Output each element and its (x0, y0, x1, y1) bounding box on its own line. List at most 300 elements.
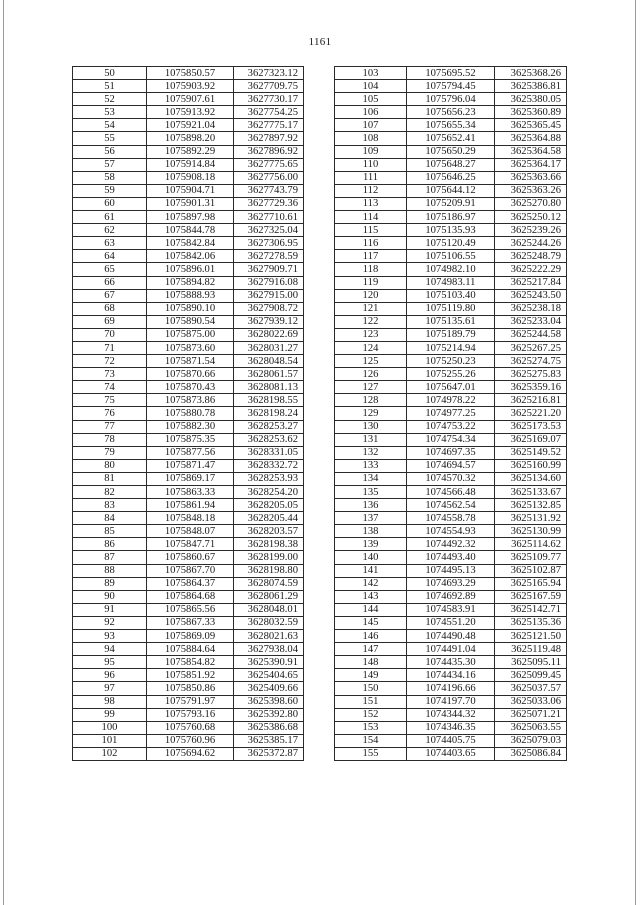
table-row (73, 184, 304, 197)
point-number-cell: 98 (73, 695, 147, 708)
y-coordinate-cell: 3625385.17 (234, 734, 304, 747)
table-row (73, 472, 304, 485)
table-row (335, 197, 567, 210)
x-coordinate-cell: 1074692.89 (407, 590, 495, 603)
x-coordinate-cell: 1075793.16 (147, 708, 234, 721)
x-coordinate-cell: 1075907.61 (147, 93, 234, 106)
x-coordinate-cell: 1075901.31 (147, 197, 234, 210)
x-coordinate-cell: 1075870.66 (147, 368, 234, 381)
x-coordinate-cell: 1075791.97 (147, 695, 234, 708)
point-number-cell: 102 (73, 747, 147, 760)
point-number-cell: 101 (73, 734, 147, 747)
x-coordinate-cell: 1075869.17 (147, 472, 234, 485)
table-row (73, 459, 304, 472)
x-coordinate-cell: 1075873.60 (147, 341, 234, 354)
x-coordinate-cell: 1075842.06 (147, 250, 234, 263)
x-coordinate-cell: 1074982.10 (407, 263, 495, 276)
x-coordinate-cell: 1075119.80 (407, 302, 495, 315)
table-row (73, 695, 304, 708)
y-coordinate-cell: 3628061.29 (234, 590, 304, 603)
table-row (73, 446, 304, 459)
table-row (335, 237, 567, 250)
y-coordinate-cell: 3625216.81 (495, 394, 567, 407)
y-coordinate-cell: 3625243.50 (495, 289, 567, 302)
x-coordinate-cell: 1075854.82 (147, 656, 234, 669)
y-coordinate-cell: 3625386.68 (234, 721, 304, 734)
table-row (73, 643, 304, 656)
y-coordinate-cell: 3627710.61 (234, 211, 304, 224)
y-coordinate-cell: 3627909.71 (234, 263, 304, 276)
x-coordinate-cell: 1075186.97 (407, 211, 495, 224)
table-row (335, 512, 567, 525)
x-coordinate-cell: 1074495.13 (407, 564, 495, 577)
table-row (335, 747, 567, 760)
x-coordinate-cell: 1075884.64 (147, 643, 234, 656)
x-coordinate-cell: 1075695.52 (407, 67, 495, 80)
y-coordinate-cell: 3625364.58 (495, 145, 567, 158)
y-coordinate-cell: 3625099.45 (495, 669, 567, 682)
table-row (73, 106, 304, 119)
y-coordinate-cell: 3625079.03 (495, 734, 567, 747)
table-row (73, 747, 304, 760)
x-coordinate-cell: 1075903.92 (147, 80, 234, 93)
x-coordinate-cell: 1075908.18 (147, 171, 234, 184)
table-row (335, 590, 567, 603)
y-coordinate-cell: 3627325.04 (234, 224, 304, 237)
point-number-cell: 112 (335, 184, 407, 197)
table-row (73, 538, 304, 551)
y-coordinate-cell: 3625244.58 (495, 328, 567, 341)
point-number-cell: 70 (73, 328, 147, 341)
table-row (335, 224, 567, 237)
y-coordinate-cell: 3625033.06 (495, 695, 567, 708)
x-coordinate-cell: 1075880.78 (147, 407, 234, 420)
point-number-cell: 145 (335, 616, 407, 629)
table-row (73, 420, 304, 433)
x-coordinate-cell: 1075847.71 (147, 538, 234, 551)
point-number-cell: 93 (73, 630, 147, 643)
point-number-cell: 123 (335, 328, 407, 341)
table-row (73, 577, 304, 590)
x-coordinate-cell: 1074697.35 (407, 446, 495, 459)
x-coordinate-cell: 1075214.94 (407, 341, 495, 354)
point-number-cell: 115 (335, 224, 407, 237)
point-number-cell: 120 (335, 289, 407, 302)
y-coordinate-cell: 3625167.59 (495, 590, 567, 603)
point-number-cell: 103 (335, 67, 407, 80)
x-coordinate-cell: 1075890.10 (147, 302, 234, 315)
x-coordinate-cell: 1075892.29 (147, 145, 234, 158)
table-row (73, 145, 304, 158)
coordinate-table-right (334, 66, 567, 761)
point-number-cell: 52 (73, 93, 147, 106)
y-coordinate-cell: 3628048.01 (234, 603, 304, 616)
x-coordinate-cell: 1075796.04 (407, 93, 495, 106)
point-number-cell: 55 (73, 132, 147, 145)
x-coordinate-cell: 1074754.34 (407, 433, 495, 446)
point-number-cell: 57 (73, 158, 147, 171)
x-coordinate-cell: 1074490.48 (407, 630, 495, 643)
y-coordinate-cell: 3625250.12 (495, 211, 567, 224)
table-row (73, 67, 304, 80)
point-number-cell: 69 (73, 315, 147, 328)
x-coordinate-cell: 1074405.75 (407, 734, 495, 747)
point-number-cell: 108 (335, 132, 407, 145)
y-coordinate-cell: 3625109.77 (495, 551, 567, 564)
point-number-cell: 109 (335, 145, 407, 158)
x-coordinate-cell: 1075875.00 (147, 328, 234, 341)
x-coordinate-cell: 1075647.01 (407, 381, 495, 394)
point-number-cell: 124 (335, 341, 407, 354)
point-number-cell: 62 (73, 224, 147, 237)
x-coordinate-cell: 1075913.92 (147, 106, 234, 119)
x-coordinate-cell: 1075255.26 (407, 368, 495, 381)
point-number-cell: 83 (73, 499, 147, 512)
table-row (73, 289, 304, 302)
table-row (73, 341, 304, 354)
x-coordinate-cell: 1074977.25 (407, 407, 495, 420)
point-number-cell: 140 (335, 551, 407, 564)
x-coordinate-cell: 1075794.45 (407, 80, 495, 93)
table-row (335, 525, 567, 538)
x-coordinate-cell: 1075842.84 (147, 237, 234, 250)
point-number-cell: 89 (73, 577, 147, 590)
point-number-cell: 111 (335, 171, 407, 184)
y-coordinate-cell: 3628199.00 (234, 551, 304, 564)
point-number-cell: 116 (335, 237, 407, 250)
y-coordinate-cell: 3627916.08 (234, 276, 304, 289)
y-coordinate-cell: 3628253.62 (234, 433, 304, 446)
y-coordinate-cell: 3625274.75 (495, 355, 567, 368)
x-coordinate-cell: 1075864.37 (147, 577, 234, 590)
y-coordinate-cell: 3625102.87 (495, 564, 567, 577)
table-row (73, 158, 304, 171)
y-coordinate-cell: 3627939.12 (234, 315, 304, 328)
table-row (335, 171, 567, 184)
table-row (335, 381, 567, 394)
table-row (73, 603, 304, 616)
x-coordinate-cell: 1074978.22 (407, 394, 495, 407)
y-coordinate-cell: 3625135.36 (495, 616, 567, 629)
y-coordinate-cell: 3627754.25 (234, 106, 304, 119)
point-number-cell: 56 (73, 145, 147, 158)
point-number-cell: 137 (335, 512, 407, 525)
x-coordinate-cell: 1074493.40 (407, 551, 495, 564)
point-number-cell: 90 (73, 590, 147, 603)
y-coordinate-cell: 3625173.53 (495, 420, 567, 433)
point-number-cell: 154 (335, 734, 407, 747)
point-number-cell: 88 (73, 564, 147, 577)
x-coordinate-cell: 1075864.68 (147, 590, 234, 603)
page-edge-right (635, 0, 636, 905)
x-coordinate-cell: 1075103.40 (407, 289, 495, 302)
table-row (335, 132, 567, 145)
y-coordinate-cell: 3628198.24 (234, 407, 304, 420)
y-coordinate-cell: 3625130.99 (495, 525, 567, 538)
table-row (73, 551, 304, 564)
table-row (73, 224, 304, 237)
point-number-cell: 74 (73, 381, 147, 394)
y-coordinate-cell: 3627756.00 (234, 171, 304, 184)
table-row (73, 682, 304, 695)
point-number-cell: 92 (73, 616, 147, 629)
y-coordinate-cell: 3627709.75 (234, 80, 304, 93)
point-number-cell: 126 (335, 368, 407, 381)
y-coordinate-cell: 3628205.44 (234, 512, 304, 525)
y-coordinate-cell: 3628022.69 (234, 328, 304, 341)
point-number-cell: 86 (73, 538, 147, 551)
table-row (335, 721, 567, 734)
point-number-cell: 153 (335, 721, 407, 734)
x-coordinate-cell: 1075894.82 (147, 276, 234, 289)
x-coordinate-cell: 1075760.96 (147, 734, 234, 747)
table-row (73, 302, 304, 315)
point-number-cell: 149 (335, 669, 407, 682)
point-number-cell: 105 (335, 93, 407, 106)
x-coordinate-cell: 1075848.18 (147, 512, 234, 525)
table-row (73, 669, 304, 682)
x-coordinate-cell: 1075189.79 (407, 328, 495, 341)
point-number-cell: 66 (73, 276, 147, 289)
y-coordinate-cell: 3628332.72 (234, 459, 304, 472)
y-coordinate-cell: 3625363.66 (495, 171, 567, 184)
x-coordinate-cell: 1074491.04 (407, 643, 495, 656)
x-coordinate-cell: 1075873.86 (147, 394, 234, 407)
y-coordinate-cell: 3625160.99 (495, 459, 567, 472)
point-number-cell: 148 (335, 656, 407, 669)
x-coordinate-cell: 1074570.32 (407, 472, 495, 485)
x-coordinate-cell: 1074554.93 (407, 525, 495, 538)
table-row (73, 407, 304, 420)
x-coordinate-cell: 1075135.61 (407, 315, 495, 328)
table-row (73, 93, 304, 106)
table-row (335, 656, 567, 669)
table-row (335, 145, 567, 158)
x-coordinate-cell: 1075850.57 (147, 67, 234, 80)
point-number-cell: 125 (335, 355, 407, 368)
table-row (335, 564, 567, 577)
y-coordinate-cell: 3625037.57 (495, 682, 567, 695)
table-row (335, 669, 567, 682)
point-number-cell: 84 (73, 512, 147, 525)
point-number-cell: 73 (73, 368, 147, 381)
table-row (73, 368, 304, 381)
point-number-cell: 96 (73, 669, 147, 682)
point-number-cell: 141 (335, 564, 407, 577)
y-coordinate-cell: 3625398.60 (234, 695, 304, 708)
table-row (73, 119, 304, 132)
x-coordinate-cell: 1075120.49 (407, 237, 495, 250)
point-number-cell: 82 (73, 486, 147, 499)
y-coordinate-cell: 3628021.63 (234, 630, 304, 643)
table-row (335, 276, 567, 289)
y-coordinate-cell: 3628074.59 (234, 577, 304, 590)
point-number-cell: 53 (73, 106, 147, 119)
table-row (335, 433, 567, 446)
y-coordinate-cell: 3625071.21 (495, 708, 567, 721)
y-coordinate-cell: 3627729.36 (234, 197, 304, 210)
table-row (73, 616, 304, 629)
point-number-cell: 60 (73, 197, 147, 210)
x-coordinate-cell: 1075921.04 (147, 119, 234, 132)
table-row (335, 302, 567, 315)
x-coordinate-cell: 1074344.32 (407, 708, 495, 721)
table-row (335, 263, 567, 276)
table-row (335, 184, 567, 197)
y-coordinate-cell: 3627743.79 (234, 184, 304, 197)
x-coordinate-cell: 1074434.16 (407, 669, 495, 682)
table-row (335, 106, 567, 119)
y-coordinate-cell: 3625267.25 (495, 341, 567, 354)
x-coordinate-cell: 1075882.30 (147, 420, 234, 433)
y-coordinate-cell: 3628253.27 (234, 420, 304, 433)
table-row (73, 381, 304, 394)
table-row (335, 616, 567, 629)
x-coordinate-cell: 1075890.54 (147, 315, 234, 328)
y-coordinate-cell: 3625363.26 (495, 184, 567, 197)
table-row (335, 459, 567, 472)
table-row (335, 603, 567, 616)
x-coordinate-cell: 1075870.43 (147, 381, 234, 394)
table-row (335, 708, 567, 721)
table-row (335, 250, 567, 263)
table-row (335, 486, 567, 499)
y-coordinate-cell: 3625248.79 (495, 250, 567, 263)
point-number-cell: 68 (73, 302, 147, 315)
x-coordinate-cell: 1074197.70 (407, 695, 495, 708)
x-coordinate-cell: 1075871.47 (147, 459, 234, 472)
x-coordinate-cell: 1075650.29 (407, 145, 495, 158)
table-row (73, 250, 304, 263)
table-row (335, 289, 567, 302)
table-row (73, 512, 304, 525)
point-number-cell: 142 (335, 577, 407, 590)
table-row (335, 695, 567, 708)
point-number-cell: 128 (335, 394, 407, 407)
table-row (73, 263, 304, 276)
x-coordinate-cell: 1075652.41 (407, 132, 495, 145)
table-row (73, 355, 304, 368)
point-number-cell: 63 (73, 237, 147, 250)
x-coordinate-cell: 1075867.33 (147, 616, 234, 629)
y-coordinate-cell: 3625244.26 (495, 237, 567, 250)
point-number-cell: 85 (73, 525, 147, 538)
y-coordinate-cell: 3625119.48 (495, 643, 567, 656)
y-coordinate-cell: 3628032.59 (234, 616, 304, 629)
table-row (335, 734, 567, 747)
y-coordinate-cell: 3625386.81 (495, 80, 567, 93)
x-coordinate-cell: 1075135.93 (407, 224, 495, 237)
point-number-cell: 151 (335, 695, 407, 708)
y-coordinate-cell: 3628048.54 (234, 355, 304, 368)
table-row (335, 630, 567, 643)
point-number-cell: 72 (73, 355, 147, 368)
table-row (73, 315, 304, 328)
x-coordinate-cell: 1075844.78 (147, 224, 234, 237)
x-coordinate-cell: 1075904.71 (147, 184, 234, 197)
x-coordinate-cell: 1074562.54 (407, 499, 495, 512)
table-row (73, 80, 304, 93)
x-coordinate-cell: 1075875.35 (147, 433, 234, 446)
y-coordinate-cell: 3625404.65 (234, 669, 304, 682)
point-number-cell: 106 (335, 106, 407, 119)
y-coordinate-cell: 3627730.17 (234, 93, 304, 106)
point-number-cell: 134 (335, 472, 407, 485)
y-coordinate-cell: 3627897.92 (234, 132, 304, 145)
table-row (73, 171, 304, 184)
y-coordinate-cell: 3628254.20 (234, 486, 304, 499)
y-coordinate-cell: 3625239.26 (495, 224, 567, 237)
y-coordinate-cell: 3625222.29 (495, 263, 567, 276)
point-number-cell: 146 (335, 630, 407, 643)
table-row (335, 211, 567, 224)
table-row (335, 341, 567, 354)
y-coordinate-cell: 3627896.92 (234, 145, 304, 158)
point-number-cell: 71 (73, 341, 147, 354)
table-row (73, 721, 304, 734)
table-row (335, 472, 567, 485)
y-coordinate-cell: 3628331.05 (234, 446, 304, 459)
y-coordinate-cell: 3628081.13 (234, 381, 304, 394)
point-number-cell: 113 (335, 197, 407, 210)
y-coordinate-cell: 3625169.07 (495, 433, 567, 446)
point-number-cell: 58 (73, 171, 147, 184)
x-coordinate-cell: 1074983.11 (407, 276, 495, 289)
y-coordinate-cell: 3625165.94 (495, 577, 567, 590)
table-row (73, 590, 304, 603)
table-row (335, 93, 567, 106)
point-number-cell: 81 (73, 472, 147, 485)
point-number-cell: 76 (73, 407, 147, 420)
x-coordinate-cell: 1074492.32 (407, 538, 495, 551)
point-number-cell: 75 (73, 394, 147, 407)
x-coordinate-cell: 1075106.55 (407, 250, 495, 263)
x-coordinate-cell: 1075888.93 (147, 289, 234, 302)
y-coordinate-cell: 3625364.17 (495, 158, 567, 171)
table-row (73, 132, 304, 145)
point-number-cell: 91 (73, 603, 147, 616)
page-number: 1161 (308, 36, 332, 48)
x-coordinate-cell: 1074403.65 (407, 747, 495, 760)
table-row (73, 630, 304, 643)
x-coordinate-cell: 1075848.07 (147, 525, 234, 538)
x-coordinate-cell: 1074753.22 (407, 420, 495, 433)
y-coordinate-cell: 3627908.72 (234, 302, 304, 315)
x-coordinate-cell: 1075851.92 (147, 669, 234, 682)
point-number-cell: 114 (335, 211, 407, 224)
table-row (335, 446, 567, 459)
y-coordinate-cell: 3625365.45 (495, 119, 567, 132)
y-coordinate-cell: 3625372.87 (234, 747, 304, 760)
table-row (335, 67, 567, 80)
table-row (73, 197, 304, 210)
table-row (335, 407, 567, 420)
x-coordinate-cell: 1075648.27 (407, 158, 495, 171)
table-row (335, 355, 567, 368)
x-coordinate-cell: 1075865.56 (147, 603, 234, 616)
y-coordinate-cell: 3625142.71 (495, 603, 567, 616)
x-coordinate-cell: 1075850.86 (147, 682, 234, 695)
table-row (335, 394, 567, 407)
y-coordinate-cell: 3625221.20 (495, 407, 567, 420)
table-row (335, 328, 567, 341)
y-coordinate-cell: 3625131.92 (495, 512, 567, 525)
y-coordinate-cell: 3625238.18 (495, 302, 567, 315)
table-row (335, 499, 567, 512)
y-coordinate-cell: 3625149.52 (495, 446, 567, 459)
coordinate-table-left (72, 66, 304, 761)
y-coordinate-cell: 3625368.26 (495, 67, 567, 80)
